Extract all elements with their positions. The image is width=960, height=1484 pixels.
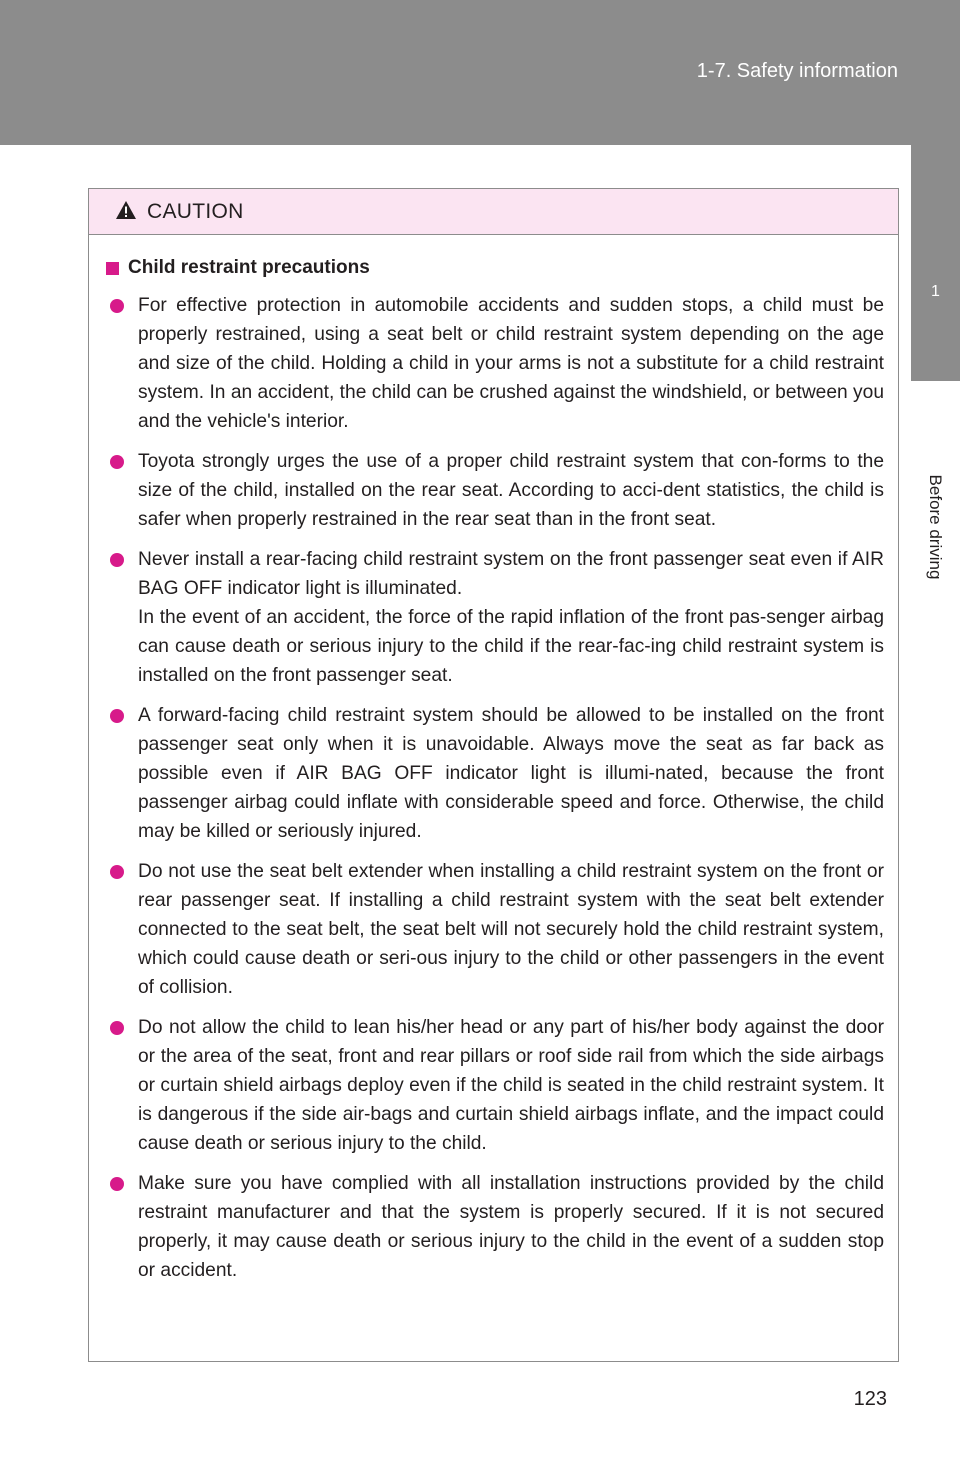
bullet-icon [110, 1177, 124, 1191]
section-title: 1-7. Safety information [696, 60, 898, 82]
bullet-icon [110, 455, 124, 469]
bullet-icon [110, 299, 124, 313]
caution-title: CAUTION [147, 200, 244, 223]
side-tab-band [911, 145, 960, 381]
list-item-text: Toyota strongly urges the use of a proper child restraint system that con-forms to the size of the child, installed on the rear seat. According to acci-dent statistics, the child is safer when properly restrained in the rear seat than in the front seat. [138, 451, 884, 530]
list-item-text: Never install a rear-facing child restraint system on the front passenger seat even if AIR BAG OFF indicator light is illuminated. [138, 549, 884, 599]
list-item [106, 857, 884, 1002]
caution-list [106, 291, 884, 1285]
list-item [106, 1169, 884, 1285]
side-tab [911, 145, 960, 1484]
bullet-icon [110, 553, 124, 567]
caution-box [88, 188, 899, 1362]
caution-heading [106, 257, 884, 279]
list-item [106, 701, 884, 846]
chapter-label: Before driving [926, 474, 945, 580]
caution-body [89, 235, 898, 1285]
list-item [106, 545, 884, 690]
list-item-text: In the event of an accident, the force of the rapid inflation of the front pas-senger airbag can cause death or serious injury to the child if the rear-fac-ing child restraint system is installed on the front passenger seat. [138, 607, 884, 686]
caution-header [89, 189, 898, 235]
list-item-text: Make sure you have complied with all installation instructions provided by the child restraint manufacturer and that the system is properly secured. If it is not secured properly, it may cause death or serious injury to the child in the event of a sudden stop or accident. [138, 1173, 884, 1281]
list-item [106, 447, 884, 534]
list-item-text: Do not allow the child to lean his/her head or any part of his/her body against the door or the area of the seat, front and rear pillars or roof side rail from which the side airbags or curtain shield airbags deploy even if the child is seated in the child restraint system. It is dangerous if the side air-bags and curtain shield airbags inflate, and the impact could cause death or serious injury to the child. [138, 1017, 884, 1154]
bullet-icon [110, 709, 124, 723]
list-item [106, 291, 884, 436]
list-item [106, 1013, 884, 1158]
page-header [0, 0, 960, 145]
page-number: 123 [853, 1388, 887, 1410]
list-item-text: A forward-facing child restraint system should be allowed to be installed on the front passenger seat only when it is unavoidable. Always move the seat as far back as possible even if AIR BAG OFF indicator light is illumi-nated, because the front passenger airbag could inflate with considerable speed and force. Otherwise, the child may be killed or seriously injured. [138, 705, 884, 842]
bullet-icon [110, 865, 124, 879]
chapter-number: 1 [931, 283, 940, 300]
warning-icon [115, 200, 137, 220]
list-item-text: Do not use the seat belt extender when installing a child restraint system on the front or rear passenger seat. If installing a child restraint system with the seat belt extender connected to the seat belt, the seat belt will not securely hold the child restraint system, which could cause death or seri-ous injury to the child or other passengers in the event of collision. [138, 861, 884, 998]
square-bullet-icon [106, 262, 119, 275]
bullet-icon [110, 1021, 124, 1035]
list-item-text: For effective protection in automobile accidents and sudden stops, a child must be properly restrained, using a seat belt or child restraint system depending on the age and size of the child. Holding a child in your arms is not a substitute for a child restraint system. In an accident, the child can be crushed against the windshield, or between you and the vehicle's interior. [138, 295, 884, 432]
caution-heading-text: Child restraint precautions [128, 257, 370, 278]
